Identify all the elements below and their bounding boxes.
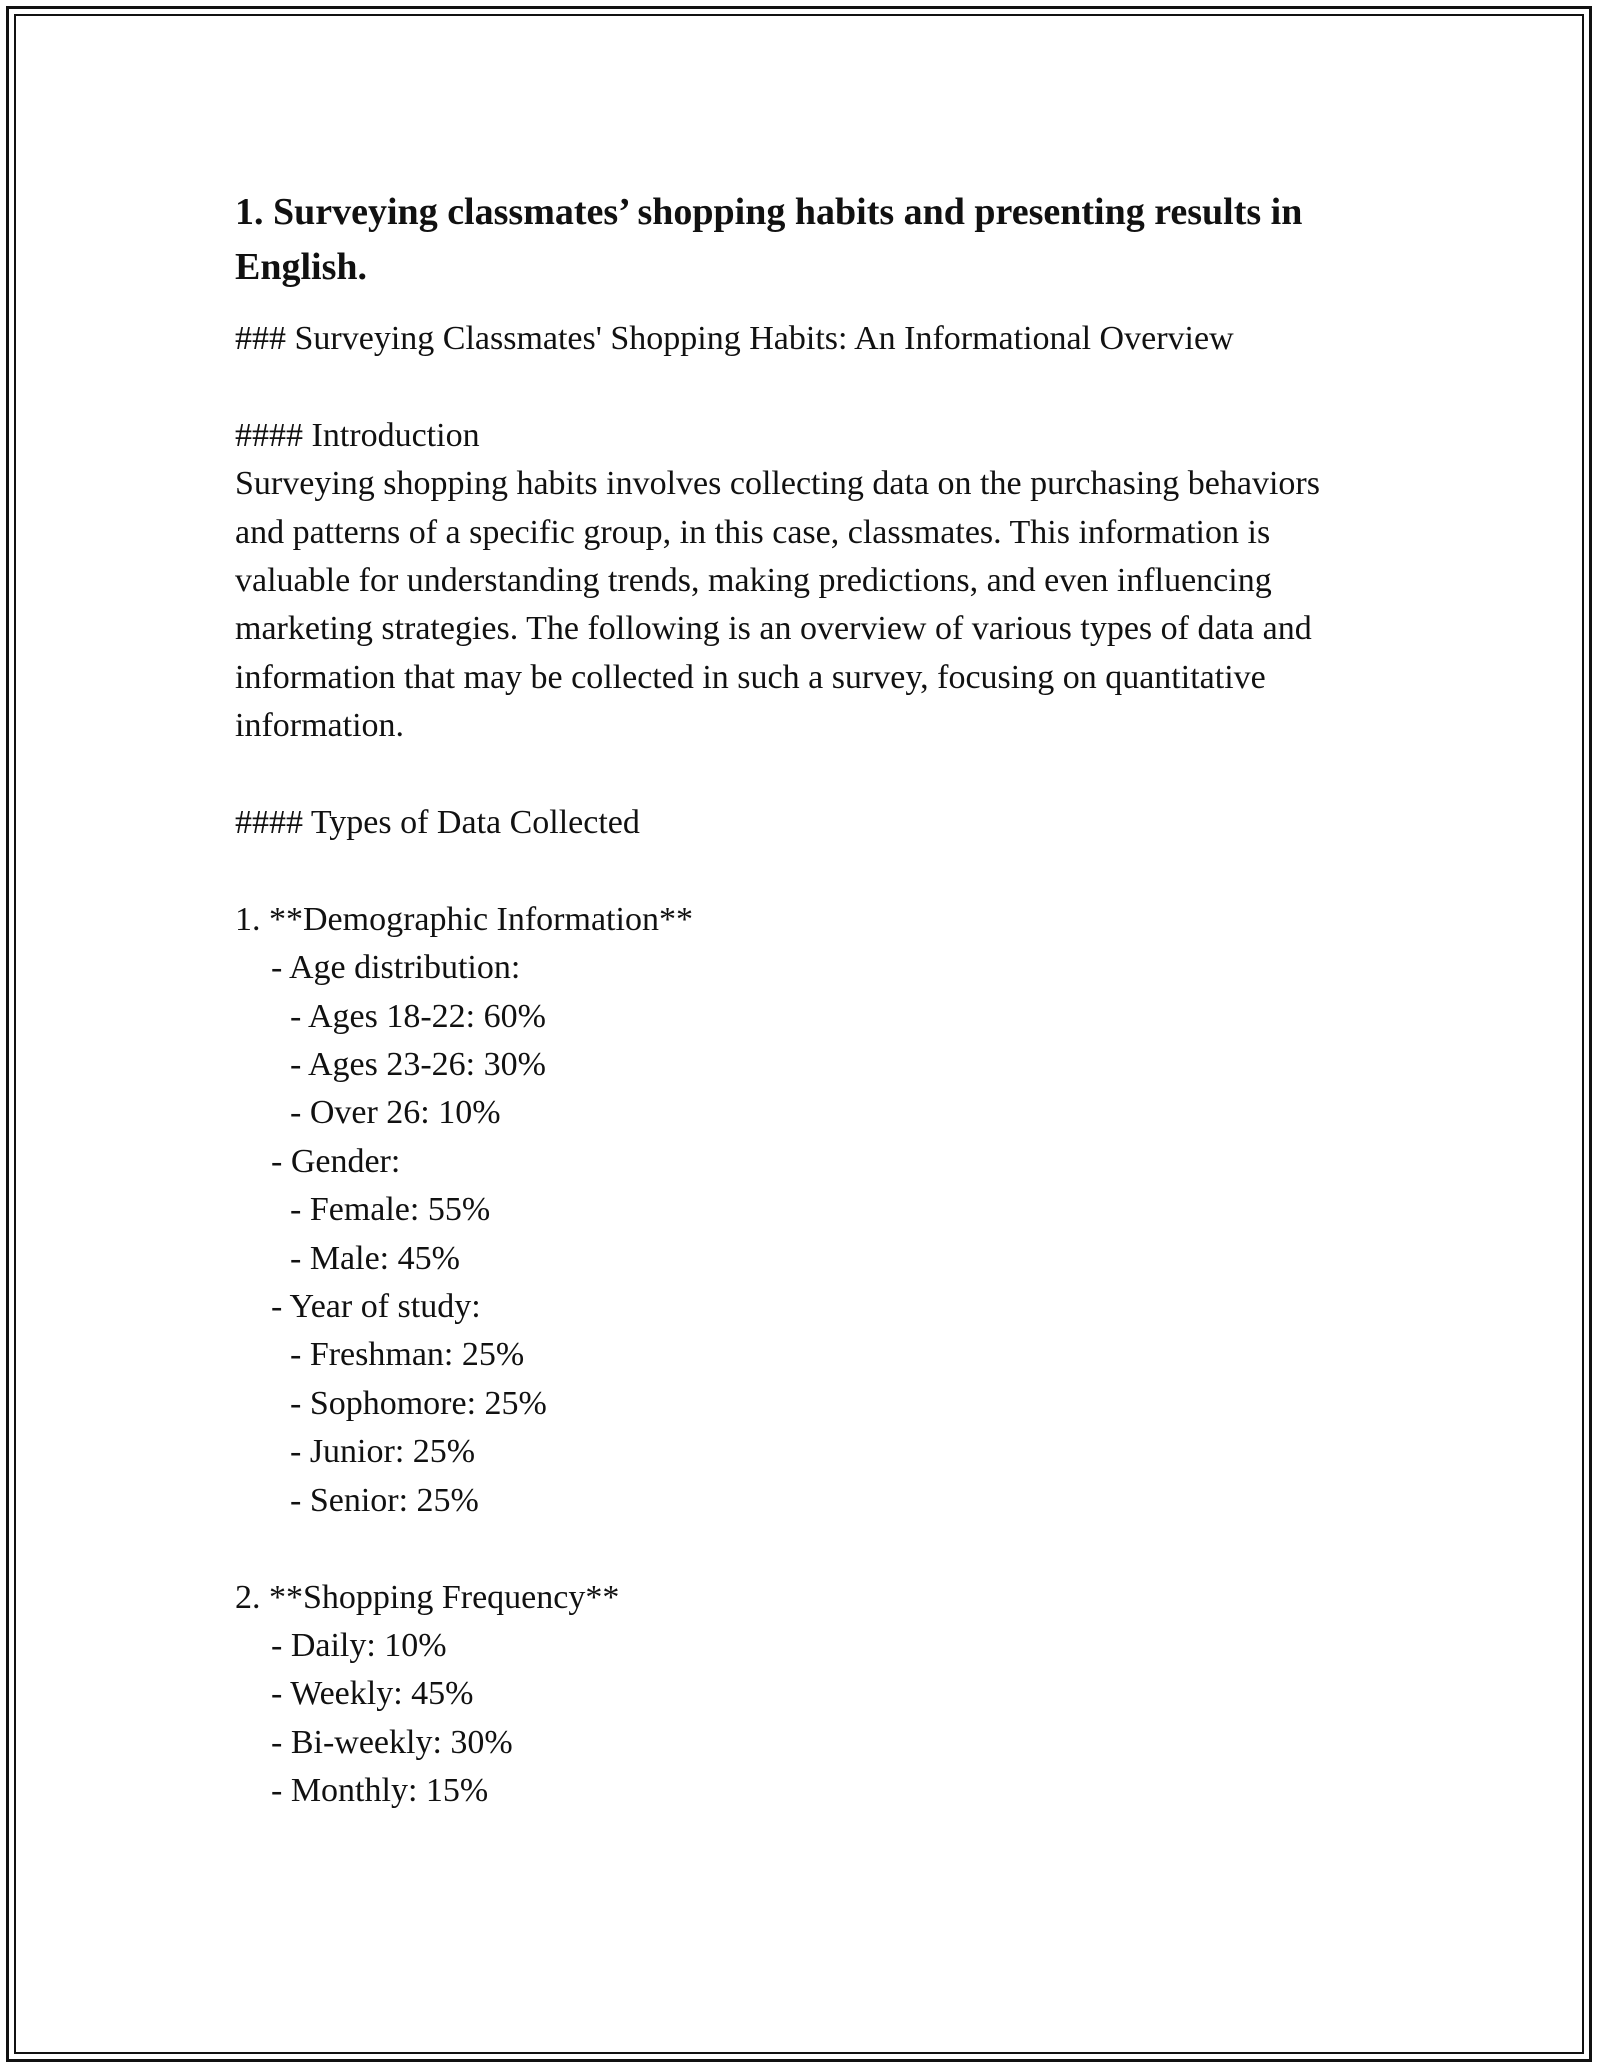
list-item: - Ages 23-26: 30% [290,1046,546,1084]
types-heading: #### Types of Data Collected [235,804,640,842]
list-item: - Senior: 25% [290,1481,479,1519]
shopping-frequency-title: 2. **Shopping Frequency** [235,1578,620,1616]
list-item: - Ages 18-22: 60% [290,997,546,1035]
list-item: - Freshman: 25% [290,1336,525,1374]
shopping-frequency-section [235,1574,1365,1816]
document-title: 1. Surveying classmates’ shopping habits and presenting results in English. [235,191,1303,288]
introduction-paragraph: Surveying shopping habits involves collecting data on the purchasing behaviors and patterns of a specific group, in this case, classmates. This information is valuable for understanding trends, making predictions, and even influencing marketing strategies. The following is an overview of various types of data and information that may be collected in such a survey, focusing on quantitative information. [235,465,1320,745]
list-item: - Male: 45% [290,1239,460,1277]
blank-line [235,847,1365,895]
blank-line [235,363,1365,411]
list-item: - Junior: 25% [290,1433,476,1471]
section-heading: ### Surveying Classmates' Shopping Habits: An Informational Overview [235,320,1234,357]
document-body [235,185,1365,1816]
list-item: - Sophomore: 25% [290,1384,547,1422]
list-item: - Female: 55% [290,1191,491,1229]
list-item: - Bi-weekly: 30% [271,1723,513,1761]
list-item: - Monthly: 15% [271,1772,489,1810]
list-item: - Over 26: 10% [290,1094,501,1132]
list-item: - Daily: 10% [271,1626,447,1664]
gender-label: - Gender: [271,1142,401,1180]
year-of-study-label: - Year of study: [271,1288,481,1326]
blank-line [235,1525,1365,1573]
introduction-heading: #### Introduction [235,416,480,454]
blank-line [235,751,1365,799]
demographic-section [235,896,1365,1525]
age-distribution-label: - Age distribution: [271,949,521,987]
demographic-title: 1. **Demographic Information** [235,900,693,938]
list-item: - Weekly: 45% [271,1675,474,1713]
